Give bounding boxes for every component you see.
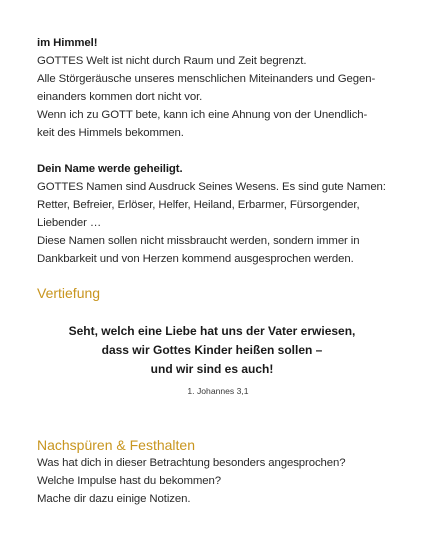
- spacer: [37, 142, 397, 160]
- paragraph-line: Diese Namen sollen nicht missbraucht werden, sondern immer in: [37, 235, 360, 247]
- section-im-himmel: [37, 34, 397, 142]
- paragraph-line: keit des Himmels bekommen.: [37, 127, 184, 139]
- paragraph-line: Retter, Befreier, Erlöser, Helfer, Heiland, Erbarmer, Fürsorgender,: [37, 199, 360, 211]
- paragraph-line: Was hat dich in dieser Betrachtung besonders angesprochen?: [37, 457, 346, 469]
- quote-line: und wir sind es auch!: [150, 362, 274, 376]
- paragraph-line: Dankbarkeit und von Herzen kommend ausgesprochen werden.: [37, 253, 354, 265]
- section-nachspueren: [37, 454, 397, 508]
- paragraph-line: GOTTES Welt ist nicht durch Raum und Zeit begrenzt.: [37, 55, 307, 67]
- section-heading-dein-name: Dein Name werde geheiligt.: [37, 163, 183, 175]
- page-content: [37, 34, 397, 508]
- section-heading-im-himmel: im Himmel!: [37, 37, 98, 49]
- paragraph-line: Wenn ich zu GOTT bete, kann ich eine Ahnung von der Unendlich-: [37, 109, 368, 121]
- paragraph-line: Welche Impulse hast du bekommen?: [37, 475, 222, 487]
- quote-line: dass wir Gottes Kinder heißen sollen –: [101, 343, 323, 357]
- paragraph-line: Mache dir dazu einige Notizen.: [37, 493, 191, 505]
- vertiefung-heading: Vertiefung: [37, 285, 101, 301]
- paragraph-line: Liebender …: [37, 217, 102, 229]
- bible-quote: [37, 322, 387, 397]
- paragraph-line: GOTTES Namen sind Ausdruck Seines Wesens. Es sind gute Namen:: [37, 181, 386, 193]
- paragraph-line: Alle Störgeräusche unseres menschlichen Miteinanders und Gegen-: [37, 73, 376, 85]
- nachspueren-heading: Nachspüren & Festhalten: [37, 437, 195, 453]
- section-dein-name: [37, 160, 397, 268]
- quote-reference: 1. Johannes 3,1: [187, 386, 249, 396]
- quote-line: Seht, welch eine Liebe hat uns der Vater erwiesen,: [68, 324, 356, 338]
- paragraph-line: einanders kommen dort nicht vor.: [37, 91, 203, 103]
